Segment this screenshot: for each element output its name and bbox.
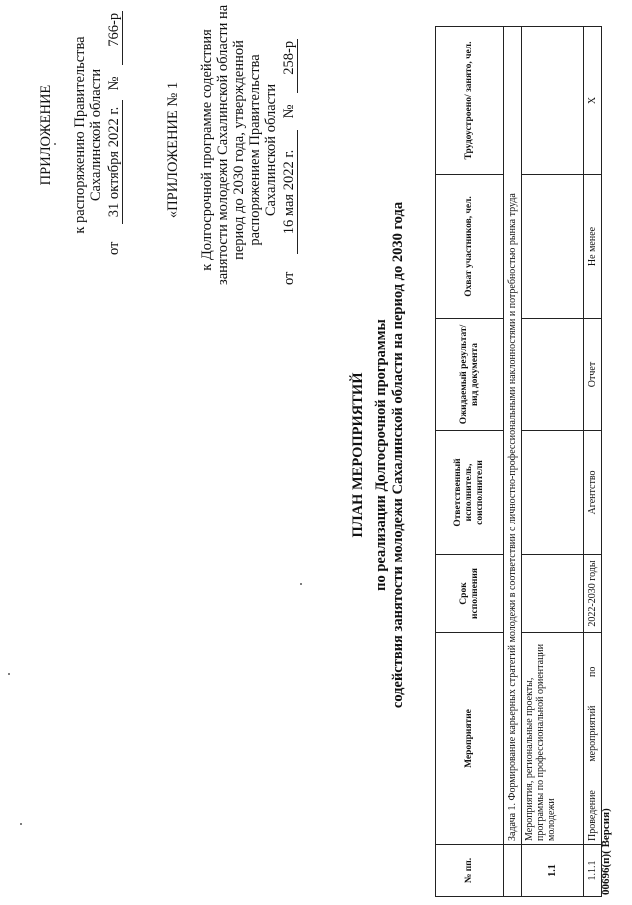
order-date: 31 октября 2022 г. [106,100,123,224]
scan-speck [20,823,22,825]
from-label: от [106,241,122,255]
scan-speck [8,673,10,675]
appendix-line: Сахалинской области [263,83,279,217]
row-responsible [522,431,584,555]
appendix-line: период до 2030 года, утвержденной [231,40,247,260]
row-term: 2022-2030 годы [584,555,602,633]
row-term [522,555,584,633]
plan-subtitle: содействия занятости молодежи Сахалинской области на период до 2030 года [390,201,406,709]
table-row [584,27,602,897]
header-coverage: Охват участников, чел. [436,175,504,319]
task-1-text: Задача 1. Формирование карьерных стратегий молодежи в соответствии с личностно-профессиональными наклонностями и потребностью рынка труда [504,27,522,845]
appendix-line: распоряжением Правительства [247,54,263,246]
appendix-program-block [165,4,298,285]
appendix-line: к Долгосрочной программе содействия [199,29,215,271]
row-num: 1.1.1 [584,845,602,897]
program-order-date: 16 мая 2022 г. [281,130,298,254]
table-row [522,27,584,897]
document-version-mark: 00696(п)( Версия) [600,808,612,895]
from-label: от [281,271,297,285]
appendix-order-block [38,12,123,255]
row-result: Отчет [584,319,602,431]
appendix-line: Сахалинской области [88,68,104,202]
plan-title-block [350,105,407,805]
header-employed: Трудоустроено/ занято, чел. [436,27,504,175]
row-event: Проведение мероприятий по [584,633,602,845]
appendix-line: к распоряжению Правительства [72,36,88,234]
appendix-date-line [106,12,123,255]
order-number: 766-р [106,11,123,65]
scan-speck [300,583,302,585]
row-num: 1.1 [522,845,584,897]
appendix-line: занятости молодежи Сахалинской области на [215,4,231,285]
header-event: Мероприятие [436,633,504,845]
row-responsible: Агентство [584,431,602,555]
row-coverage: Не менее [584,175,602,319]
scan-speck [54,143,56,145]
row-employed: Х [584,27,602,175]
header-num: № пп. [436,845,504,897]
table-header-row [436,27,504,897]
table-row-task [504,27,522,897]
number-label: № [106,76,122,91]
plan-subtitle: по реализации Долгосрочной программы [373,319,389,591]
row-event: Мероприятия, региональные проекты, программы по профессиональной ориентации молодежи [522,633,584,845]
appendix-title: «ПРИЛОЖЕНИЕ № 1 [165,81,181,219]
appendix-title: ПРИЛОЖЕНИЕ [38,84,54,186]
row-result [522,319,584,431]
row-employed [522,27,584,175]
header-responsible: Ответственный исполнитель, соисполнители [436,431,504,555]
appendix-date-line [281,15,298,285]
task-cell-empty [504,845,522,897]
plan-title: ПЛАН МЕРОПРИЯТИЙ [350,372,366,538]
number-label: № [281,104,297,119]
program-order-number: 258-р [281,39,298,93]
plan-table [435,26,602,897]
header-result: Ожидаемый результат/ вид документа [436,319,504,431]
header-term: Срок исполнения [436,555,504,633]
row-coverage [522,175,584,319]
